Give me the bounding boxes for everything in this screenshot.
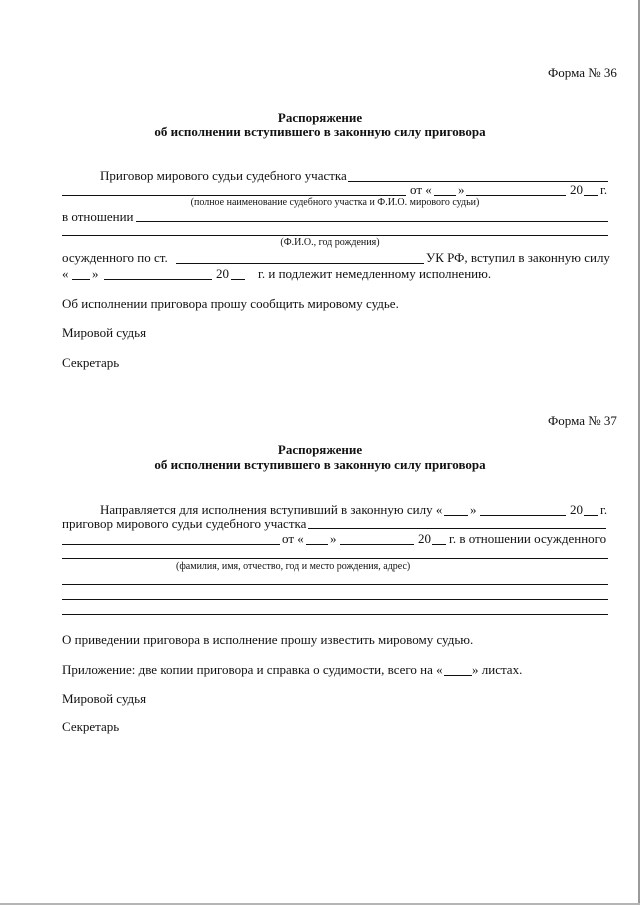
form36-ot: от «: [410, 182, 432, 197]
form37-sent-text: Направляется для исполнения вступивший в законную силу «: [100, 502, 443, 517]
form37-verdict-month-blank[interactable]: [340, 544, 414, 545]
form37-court-blank[interactable]: [308, 528, 606, 529]
form37-month-blank[interactable]: [480, 515, 566, 516]
form36-year: 20: [570, 182, 583, 197]
form37-address-blank-3[interactable]: [62, 614, 608, 615]
form37-person-hint: (фамилия, имя, отчество, год и место рождения, адрес): [176, 561, 411, 572]
form36-day-blank[interactable]: [434, 195, 456, 196]
form37-ot: от «: [282, 531, 304, 546]
form36-exec-year-blank[interactable]: [231, 279, 245, 280]
form37-address-blank-2[interactable]: [62, 599, 608, 600]
form37-verdict-year: 20: [418, 531, 431, 546]
form36-secretary: Секретарь: [62, 355, 120, 370]
form36-number: Форма № 36: [548, 65, 617, 80]
form37-year: 20: [570, 502, 583, 517]
form37-address-blank-1[interactable]: [62, 584, 608, 585]
form37-year-blank[interactable]: [584, 515, 598, 516]
form37-verdict-year-blank[interactable]: [432, 544, 446, 545]
form36-convicted-label: осужденного по ст.: [62, 250, 168, 265]
form37-sheets-blank[interactable]: [444, 675, 472, 676]
form36-judge: Мировой судья: [62, 325, 147, 340]
form36-exec-day-blank[interactable]: [72, 279, 90, 280]
form37-court-label: приговор мирового судьи судебного участка: [62, 516, 307, 531]
form36-subtitle: об исполнении вступившего в законную силу приговора: [154, 124, 486, 139]
form36-exec-year: 20: [216, 266, 229, 281]
form36-date-close: »: [92, 266, 99, 281]
form36-month-blank[interactable]: [466, 195, 566, 196]
form36-regarding-blank[interactable]: [136, 221, 608, 222]
form36-person-hint: (Ф.И.О., год рождения): [280, 237, 380, 248]
form36-regarding-label: в отношении: [62, 209, 134, 224]
form37-ot-close: »: [330, 531, 337, 546]
form36-quote-close: »: [458, 182, 465, 197]
form36-uk-text: УК РФ, вступил в законную силу: [426, 250, 610, 265]
form36-court-blank[interactable]: [348, 181, 608, 182]
form37-court-name-blank[interactable]: [62, 544, 280, 545]
form36-title: Распоряжение: [277, 110, 363, 125]
form36-court-hint: (полное наименование судебного участка и Ф.И.О. мирового судьи): [190, 197, 480, 208]
form37-g: г.: [600, 502, 608, 517]
form37-notify: О приведении приговора в исполнение прошу известить мировому судью.: [62, 632, 474, 647]
form37-number: Форма № 37: [548, 413, 617, 428]
form36-court-label: Приговор мирового судьи судебного участка: [100, 168, 347, 183]
form37-quote-close: »: [470, 502, 477, 517]
form37-secretary: Секретарь: [62, 719, 120, 734]
form37-day-blank[interactable]: [444, 515, 468, 516]
form37-person-blank[interactable]: [62, 558, 608, 559]
form37-regarding-text: г. в отношении осужденного: [449, 531, 607, 546]
form36-exec-month-blank[interactable]: [104, 279, 212, 280]
form36-person-blank[interactable]: [62, 235, 608, 236]
form36-court-name-blank[interactable]: [62, 195, 406, 196]
form37-verdict-day-blank[interactable]: [306, 544, 328, 545]
form37-title: Распоряжение: [277, 442, 363, 457]
form36-request: Об исполнении приговора прошу сообщить мировому судье.: [62, 296, 399, 311]
form36-g: г.: [600, 182, 608, 197]
form37-sheets-label: » листах.: [472, 662, 523, 677]
form37-judge: Мировой судья: [62, 691, 147, 706]
form37-attachment-text: Приложение: две копии приговора и справка о судимости, всего на «: [62, 662, 443, 677]
form36-date-open: «: [62, 266, 69, 281]
form36-exec-text: г. и подлежит немедленному исполнению.: [258, 266, 492, 281]
form36-year-blank[interactable]: [584, 195, 598, 196]
form36-article-blank[interactable]: [176, 263, 424, 264]
form37-subtitle: об исполнении вступившего в законную силу приговора: [154, 457, 486, 472]
